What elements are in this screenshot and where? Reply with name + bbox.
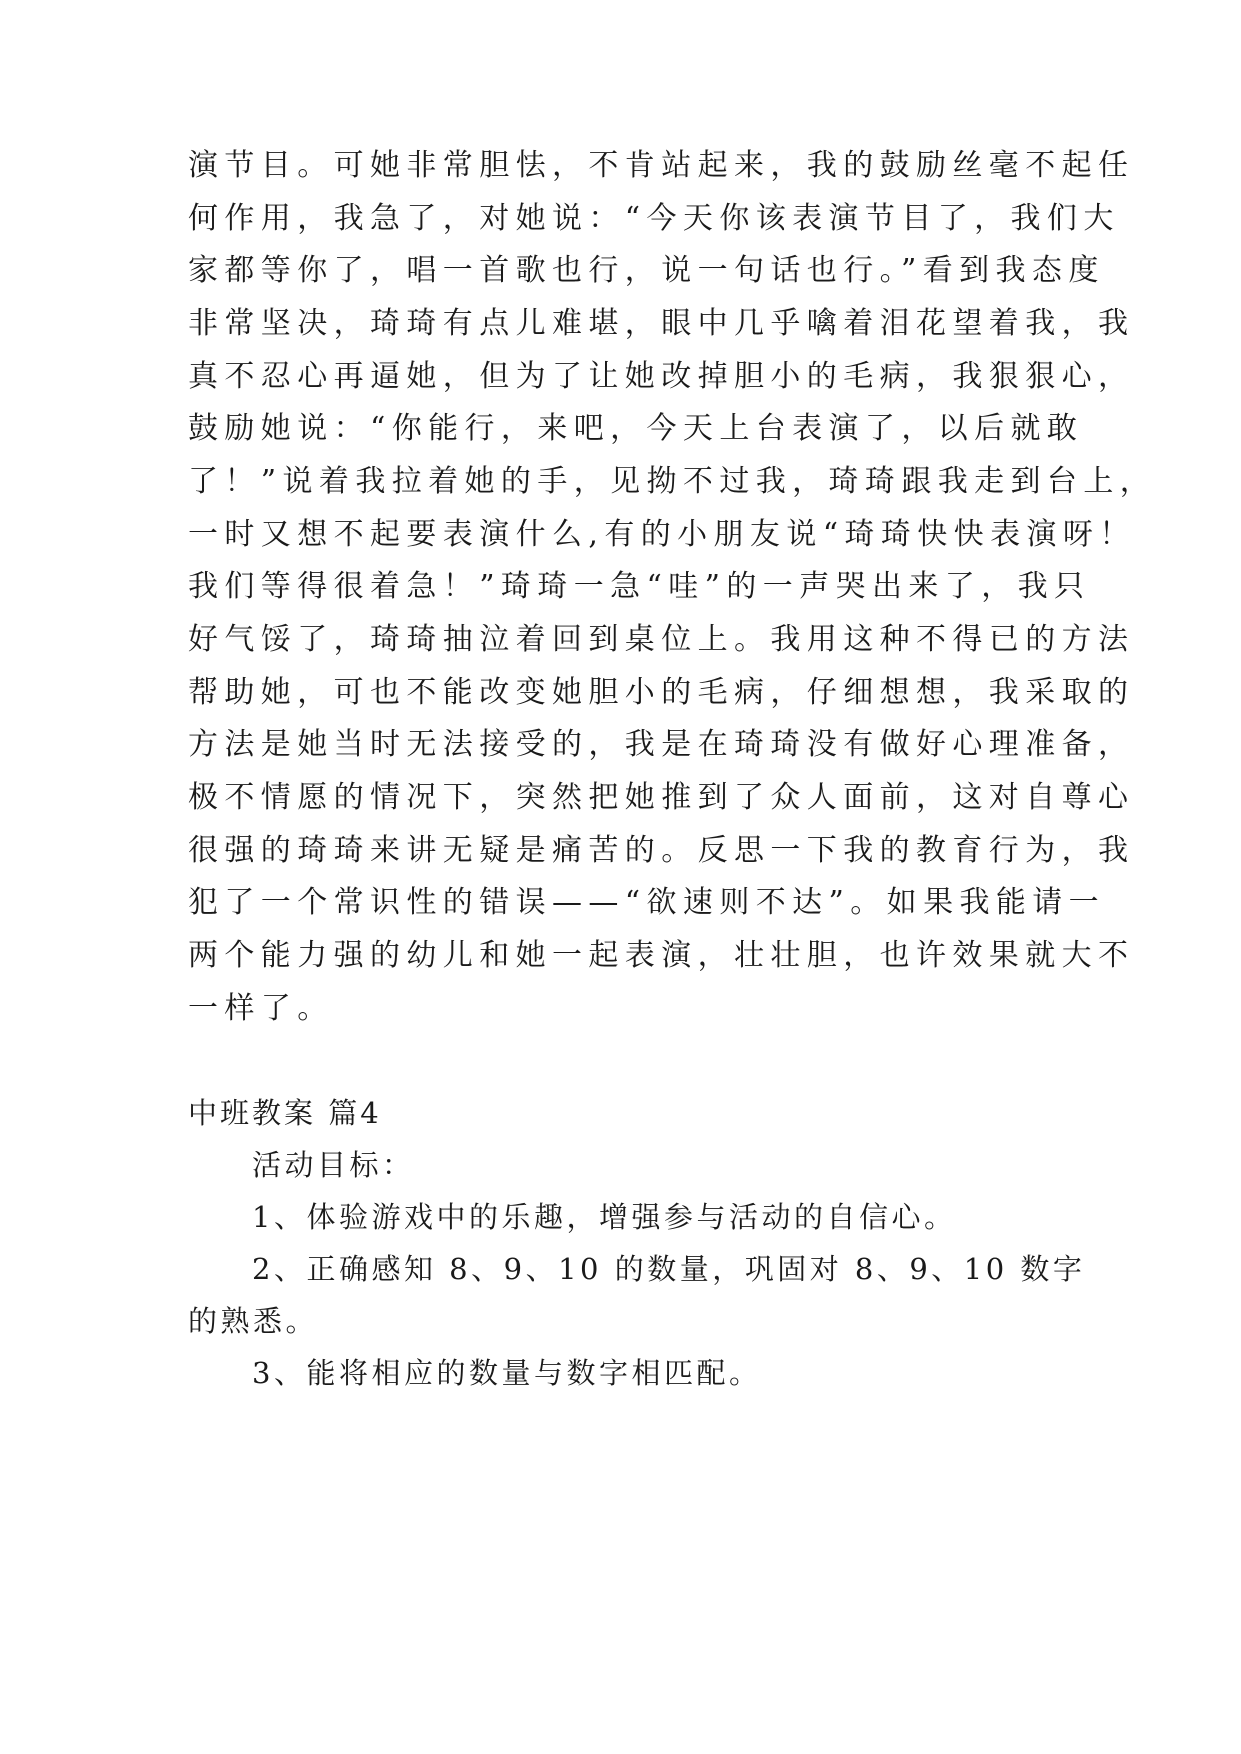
paragraph-line-14: 很强的琦琦来讲无疑是痛苦的。反思一下我的教育行为，我 <box>188 833 1135 868</box>
paragraph-line-11: 帮助她，可也不能改变她胆小的毛病，仔细想想，我采取的 <box>188 675 1135 710</box>
paragraph-line-12: 方法是她当时无法接受的，我是在琦琦没有做好心理准备， <box>188 727 1135 762</box>
paragraph-line-10: 好气馁了，琦琦抽泣着回到桌位上。我用这种不得已的方法 <box>188 622 1135 657</box>
paragraph-line-8: 一时又想不起要表演什么,有的小朋友说“琦琦快快表演呀！ <box>188 517 1136 552</box>
paragraph-line-16: 两个能力强的幼儿和她一起表演，壮壮胆，也许效果就大不 <box>188 938 1135 973</box>
paragraph-line-1: 演节目。可她非常胆怯，不肯站起来，我的鼓励丝毫不起任 <box>188 148 1135 183</box>
paragraph-line-5: 真不忍心再逼她，但为了让她改掉胆小的毛病，我狠狠心， <box>188 359 1135 394</box>
paragraph-line-17: 一样了。 <box>188 991 334 1026</box>
paragraph-line-6: 鼓励她说：“你能行，来吧，今天上台表演了，以后就敢 <box>188 411 1084 446</box>
objectives-label: 活动目标： <box>252 1148 415 1182</box>
paragraph-line-13: 极不情愿的情况下，突然把她推到了众人面前，这对自尊心 <box>188 780 1135 815</box>
paragraph-line-9: 我们等得很着急！”琦琦一急“哇”的一声哭出来了，我只 <box>188 569 1091 604</box>
paragraph-line-4: 非常坚决，琦琦有点儿难堪，眼中几乎噙着泪花望着我，我 <box>188 306 1135 341</box>
paragraph-line-15: 犯了一个常识性的错误——“欲速则不达”。如果我能请一 <box>188 885 1106 920</box>
paragraph-line-3: 家都等你了，唱一首歌也行，说一句话也行。”看到我态度 <box>188 253 1105 288</box>
objective-2-line-2: 的熟悉。 <box>188 1304 319 1338</box>
paragraph-line-7: 了！”说着我拉着她的手，见拗不过我，琦琦跟我走到台上， <box>188 464 1157 499</box>
objective-3: 3、能将相应的数量与数字相匹配。 <box>252 1356 762 1390</box>
objective-1: 1、体验游戏中的乐趣，增强参与活动的自信心。 <box>252 1200 957 1234</box>
objective-2-line-1: 2、正确感知 8、9、10 的数量，巩固对 8、9、10 数字 <box>252 1252 1086 1286</box>
section-title: 中班教案 篇4 <box>188 1096 382 1130</box>
paragraph-line-2: 何作用，我急了，对她说：“今天你该表演节目了，我们大 <box>188 201 1120 236</box>
